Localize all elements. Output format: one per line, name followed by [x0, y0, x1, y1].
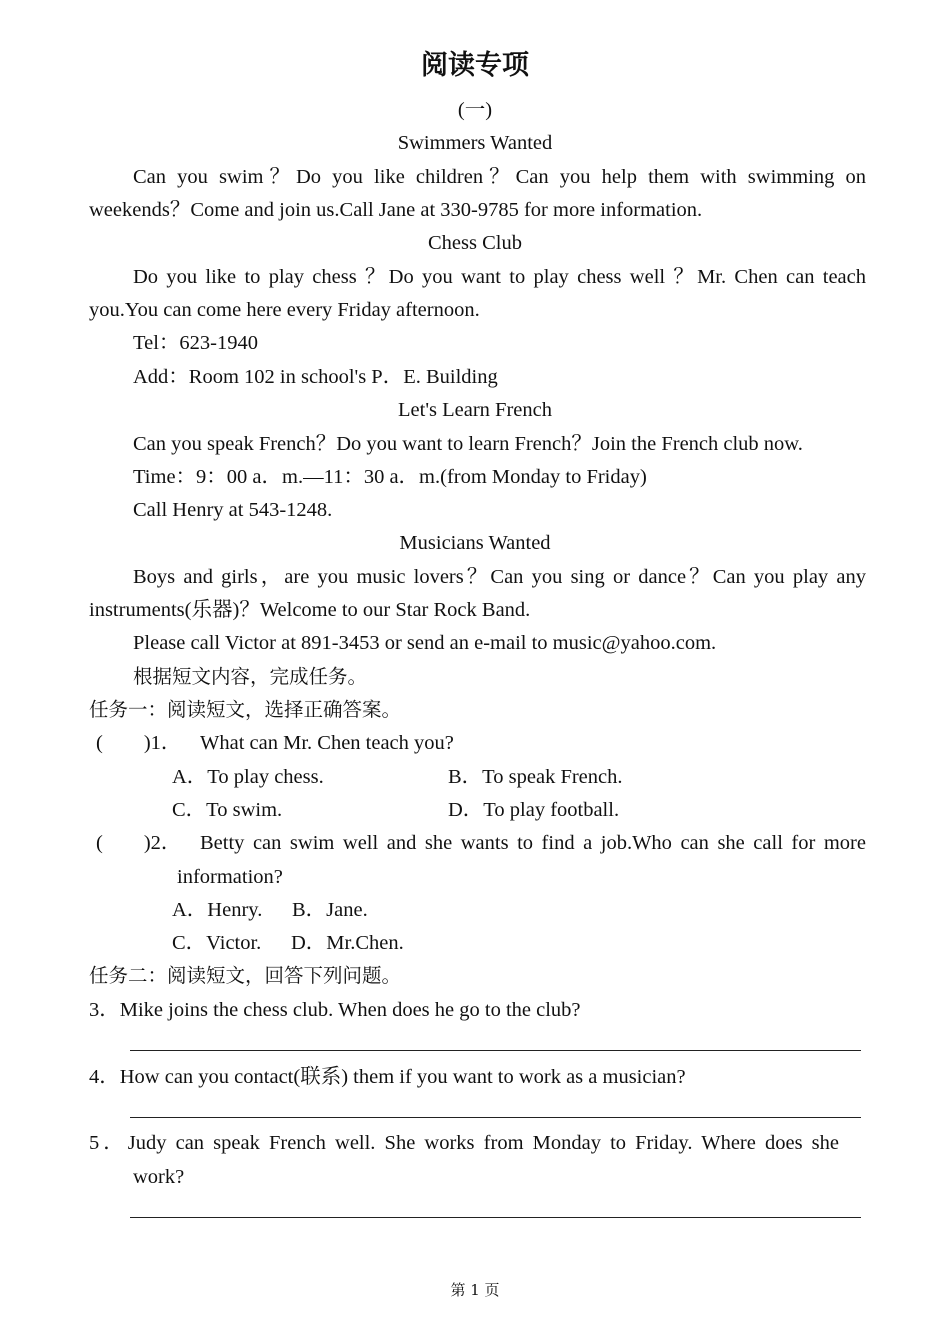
ad-heading-swimmers: Swimmers Wanted: [397, 132, 553, 154]
ad-french-time: Time：9：00 a．m.—11：30 a．m.(from Monday to Friday): [133, 466, 647, 488]
question-2-text-cont: information?: [177, 866, 283, 888]
ad-swimmers-line: Can you swim？Do you like children？Can you help them with swimming on: [133, 166, 866, 188]
question-1-option-b: B．To speak French.: [448, 766, 623, 788]
ad-musicians-line: Boys and girls，are you music lovers？Can you sing or dance？Can you play any: [133, 566, 866, 588]
ad-chess-line: you.You can come here every Friday afternoon.: [89, 299, 480, 321]
ad-french-line: Can you speak French？Do you want to learn French？Join the French club now.: [133, 433, 803, 455]
question-2-option-c: C．Victor.: [172, 932, 262, 954]
ad-chess-line: Do you like to play chess ？Do you want to play chess well ？Mr. Chen can teach: [133, 266, 866, 288]
answer-line-5[interactable]: [130, 1217, 861, 1218]
ad-musicians-contact: Please call Victor at 891-3453 or send an e-mail to music@yahoo.com.: [133, 632, 717, 654]
question-1-text: What can Mr. Chen teach you?: [200, 732, 454, 754]
ad-chess-tel: Tel：623-1940: [133, 332, 258, 354]
question-2-option-d: D．Mr.Chen.: [291, 932, 404, 954]
ad-chess-address: Add：Room 102 in school's P．E. Building: [133, 366, 498, 388]
question-2-option-b: B．Jane.: [292, 899, 368, 921]
question-2-option-a: A．Henry.: [172, 899, 263, 921]
instruction-text: 根据短文内容，完成任务。: [133, 665, 368, 688]
question-4-text: 4．How can you contact(联系) them if you want to work as a musician?: [89, 1066, 686, 1088]
answer-line-4[interactable]: [130, 1117, 861, 1118]
ad-musicians-line: instruments(乐器)？Welcome to our Star Rock Band.: [89, 599, 531, 621]
question-2-bracket: ( )2．: [96, 832, 182, 854]
question-1-bracket: ( )1．: [96, 732, 182, 754]
task1-heading: 任务一：阅读短文，选择正确答案。: [89, 698, 402, 721]
page-number: 第 1 页: [450, 1281, 500, 1299]
question-5-text: 5．Judy can speak French well. She works from Monday to Friday. Where does she: [89, 1132, 839, 1154]
section-number: (一): [457, 99, 493, 121]
question-1-option-c: C．To swim.: [172, 799, 283, 821]
question-5-text-cont: work?: [133, 1166, 185, 1188]
task2-heading: 任务二：阅读短文，回答下列问题。: [89, 964, 402, 987]
ad-swimmers-line: weekends？Come and join us.Call Jane at 330-9785 for more information.: [89, 199, 703, 221]
question-1-option-d: D．To play football.: [448, 799, 620, 821]
page-title: 阅读专项: [421, 50, 529, 81]
ad-heading-french: Let's Learn French: [398, 399, 552, 421]
ad-french-call: Call Henry at 543-1248.: [133, 499, 333, 521]
ad-heading-musicians: Musicians Wanted: [399, 532, 551, 554]
question-1-option-a: A．To play chess.: [172, 766, 324, 788]
answer-line-3[interactable]: [130, 1050, 861, 1051]
ad-heading-chess: Chess Club: [428, 232, 522, 254]
question-3-text: 3．Mike joins the chess club. When does he go to the club?: [89, 999, 581, 1021]
question-2-text: Betty can swim well and she wants to find a job.Who can she call for more: [200, 832, 866, 854]
